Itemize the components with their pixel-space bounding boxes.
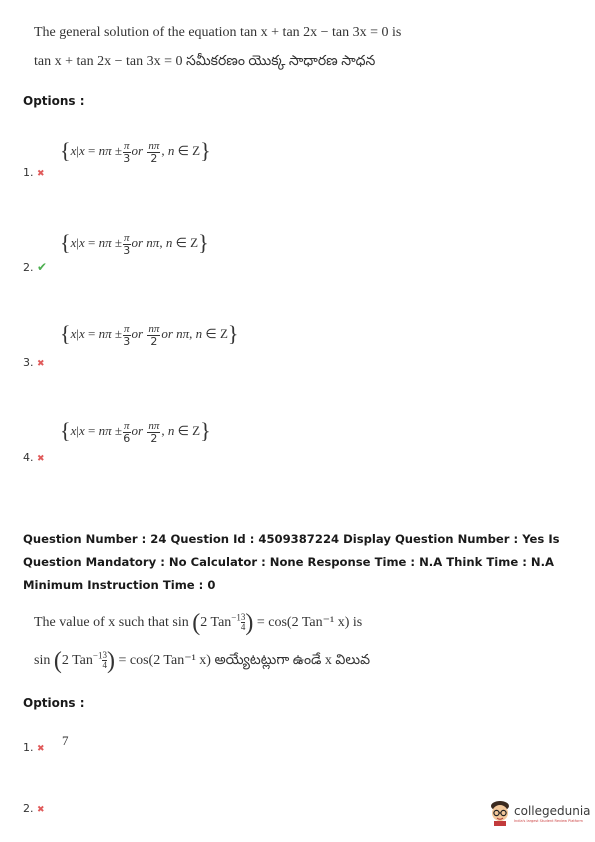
stem-telugu-suffix: = cos(2 Tan⁻¹ x) అయ్యేటట్లుగా ఉండే x విలువ — [118, 653, 371, 668]
q2-option-2-marker[interactable] — [23, 802, 45, 815]
mascot-icon — [489, 800, 511, 826]
stem-prefix: The value of x such that sin — [34, 615, 189, 630]
wrong-icon: ✖ — [37, 169, 45, 179]
question-stem-telugu — [34, 53, 375, 72]
stem-telugu-math: tan x + tan 2x − tan 3x = 0 — [34, 54, 183, 69]
logo-name: collegedunia — [514, 803, 591, 818]
question-2-stem-english: The value of x such that sin (2 Tan$^{-1}$ $\frac{3}{4}) = \cos(2$ Tan⁻¹ x) is — [34, 610, 363, 636]
stem-telugu-text: సమీకరణం యొక్క సాధారణ సాధన — [186, 54, 376, 69]
options-label-2: Options : — [23, 696, 85, 710]
option-number: 4. — [23, 451, 34, 464]
logo-tagline: India's largest Student Review Platform — [514, 818, 583, 823]
option-3-expression: {x|x = nπ ± $\frac{\pi}{3}$ or $\frac{n\pi}{2}$ or nπ, n ∈ Z} — [60, 321, 239, 348]
option-2-expression: {x|x = nπ ± $\frac{\pi}{3}$ or nπ, n ∈ Z} — [60, 230, 209, 257]
question-stem-english: The general solution of the equation tan x + tan 2x − tan 3x = 0 is — [34, 25, 402, 40]
option-number: 2. — [23, 802, 34, 815]
correct-check-icon: ✔ — [37, 260, 48, 274]
q2-option-1-marker[interactable] — [23, 741, 45, 754]
option-1-expression: {x|x = nπ ± $\frac{\pi}{3}$ or $\frac{n\pi}{2}$ , n ∈ Z} — [60, 138, 211, 165]
option-2-marker[interactable] — [23, 260, 47, 274]
question-info: Question Number : 24 Question Id : 4509387224 Display Question Number : Yes Is Question Mandatory : No Calculator : None Response Time : N.A Think Time : N.A Minimum Instruction Time : 0 — [23, 532, 560, 592]
option-4-marker[interactable] — [23, 451, 45, 464]
q2-option-1-value: 7 — [62, 733, 69, 748]
option-1-marker[interactable] — [23, 166, 45, 179]
wrong-icon: ✖ — [37, 359, 45, 369]
stem-suffix: = cos(2 Tan⁻¹ x) is — [256, 615, 363, 630]
wrong-icon: ✖ — [37, 454, 45, 464]
options-label: Options : — [23, 94, 85, 108]
option-number: 2. — [23, 261, 34, 274]
option-number: 1. — [23, 741, 34, 754]
option-3-marker[interactable] — [23, 356, 45, 369]
option-number: 1. — [23, 166, 34, 179]
option-number: 3. — [23, 356, 34, 369]
wrong-icon: ✖ — [37, 805, 45, 815]
wrong-icon: ✖ — [37, 744, 45, 754]
question-2-stem-telugu: sin (2 Tan$^{-1}$ $\frac{3}{4}) = \cos(2$ Tan⁻¹ x) అయ్యేటట్లుగా ఉండే x విలువ — [34, 648, 371, 674]
collegedunia-logo — [489, 800, 591, 826]
option-4-expression: {x|x = nπ ± $\frac{\pi}{6}$ or $\frac{n\pi}{2}$ , n ∈ Z} — [60, 418, 211, 445]
